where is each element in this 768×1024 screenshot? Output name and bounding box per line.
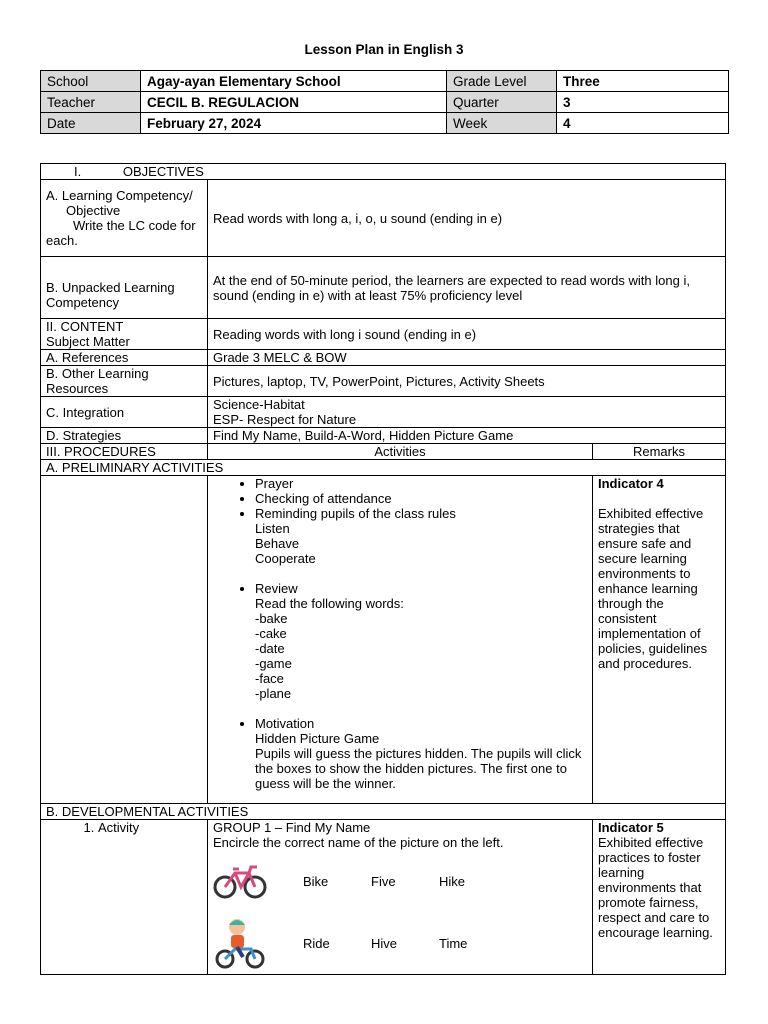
references-label: A. References xyxy=(41,350,208,366)
lc-value: Read words with long a, i, o, u sound (ending in e) xyxy=(208,180,726,257)
quarter-value: 3 xyxy=(557,92,729,113)
unpacked-value: At the end of 50-minute period, the learners are expected to read words with long i, sound (ending in e) with at least 75% proficiency level xyxy=(208,257,726,319)
bicycle-icon xyxy=(213,855,269,907)
name-row xyxy=(213,850,587,912)
name-row xyxy=(213,912,587,974)
preliminary-list xyxy=(213,476,587,791)
preliminary-activities xyxy=(208,476,593,804)
info-table xyxy=(40,70,729,134)
developmental-heading: B. DEVELOPMENTAL ACTIVITIES xyxy=(41,804,726,820)
other-resources-value: Pictures, laptop, TV, PowerPoint, Pictures, Activity Sheets xyxy=(208,366,726,397)
school-value: Agay-ayan Elementary School xyxy=(141,71,447,92)
date-label: Date xyxy=(41,113,141,134)
procedures-label: III. PROCEDURES xyxy=(41,444,208,460)
grade-value: Three xyxy=(557,71,729,92)
strategies-label: D. Strategies xyxy=(41,428,208,444)
word-option: Hive xyxy=(371,935,398,951)
date-value: February 27, 2024 xyxy=(141,113,447,134)
group1-activity xyxy=(208,820,593,975)
activities-header: Activities xyxy=(208,444,593,460)
integration-value: Science-Habitat ESP- Respect for Nature xyxy=(208,397,726,428)
week-value: 4 xyxy=(557,113,729,134)
preliminary-heading: A. PRELIMINARY ACTIVITIES xyxy=(41,460,726,476)
content-value: Reading words with long i sound (ending in e) xyxy=(208,319,726,350)
activity-label: 1. Activity xyxy=(98,820,202,835)
indicator-4-cell: Indicator 4 Exhibited effective strategies that ensure safe and secure learning environments to enhance learning through the consistent implementation of policies, guidelines and procedures. xyxy=(593,476,726,804)
remarks-header: Remarks xyxy=(593,444,726,460)
list-item: • Checking of attendance xyxy=(255,491,587,506)
group1-title: GROUP 1 – Find My Name xyxy=(213,820,371,835)
objectives-heading: I. OBJECTIVES xyxy=(41,164,726,180)
child-riding-bike-icon xyxy=(213,917,269,969)
week-label: Week xyxy=(447,113,557,134)
grade-label: Grade Level xyxy=(447,71,557,92)
integration-label: C. Integration xyxy=(41,397,208,428)
quarter-label: Quarter xyxy=(447,92,557,113)
word-option: Five xyxy=(371,873,396,889)
word-option: Bike xyxy=(303,873,329,889)
lc-label: A. Learning Competency/ Objective Write the LC code for each. xyxy=(41,180,208,257)
activity-label-cell xyxy=(41,820,208,975)
list-item: • Review Read the following words: -bake -cake -date -game -face -plane xyxy=(255,581,587,716)
list-item: • Motivation Hidden Picture Game Pupils will guess the pictures hidden. The pupils will click the boxes to show the hidden pictures. The first one to guess will be the winner. xyxy=(255,716,587,791)
strategies-value: Find My Name, Build-A-Word, Hidden Picture Game xyxy=(208,428,726,444)
group1-instruction: Encircle the correct name of the picture on the left. xyxy=(213,835,504,850)
teacher-label: Teacher xyxy=(41,92,141,113)
lesson-plan-table xyxy=(40,163,726,975)
school-label: School xyxy=(41,71,141,92)
document-title: Lesson Plan in English 3 xyxy=(304,42,464,57)
list-item: • Prayer xyxy=(255,476,587,491)
list-item: • Reminding pupils of the class rules Listen Behave Cooperate xyxy=(255,506,587,581)
content-label: II. CONTENT Subject Matter xyxy=(41,319,208,350)
unpacked-label: B. Unpacked Learning Competency xyxy=(41,257,208,319)
preliminary-empty-cell xyxy=(41,476,208,804)
references-value: Grade 3 MELC & BOW xyxy=(208,350,726,366)
other-resources-label: B. Other Learning Resources xyxy=(41,366,208,397)
word-option: Time xyxy=(439,935,468,951)
word-option: Ride xyxy=(303,935,330,951)
indicator-5-cell: Indicator 5 Exhibited effective practices to foster learning environments that promote fairness, respect and care to encourage learning. xyxy=(593,820,726,975)
word-option: Hike xyxy=(439,873,466,889)
teacher-value: CECIL B. REGULACION xyxy=(141,92,447,113)
